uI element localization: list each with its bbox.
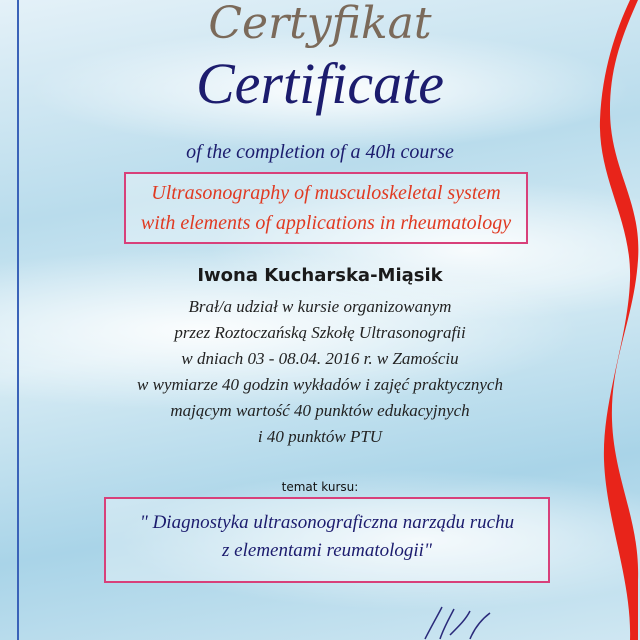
subtitle: of the completion of a 40h course [186, 141, 454, 163]
topic-line: " Diagnostyka ultrasonograficzna narządu ruchu [139, 512, 515, 533]
topic-label: temat kursu: [281, 480, 359, 494]
body-line: mającym wartość 40 punktów edukacyjnych [170, 401, 470, 420]
body-line: w wymiarze 40 godzin wykładów i zajęć praktycznych [137, 375, 503, 394]
title-english: Certificate [195, 51, 445, 116]
course-title-box [124, 172, 528, 244]
certificate-body [0, 294, 640, 450]
participant-name: Iwona Kucharska-Miąsik [197, 265, 443, 286]
topic-box [104, 497, 550, 583]
body-line: przez Roztoczańską Szkołę Ultrasonografii [174, 323, 466, 342]
course-title-line: with elements of applications in rheumatology [140, 212, 512, 234]
topic-line: z elementami reumatologii" [222, 540, 432, 561]
signature [420, 605, 500, 640]
body-line: w dniach 03 - 08.04. 2016 r. w Zamościu [181, 349, 459, 368]
title-polish: Certyfikat [208, 0, 432, 49]
body-line: Brał/a udział w kursie organizowanym [188, 297, 452, 316]
course-title-line: Ultrasonography of musculoskeletal system [151, 182, 501, 204]
body-line: i 40 punktów PTU [257, 427, 383, 446]
